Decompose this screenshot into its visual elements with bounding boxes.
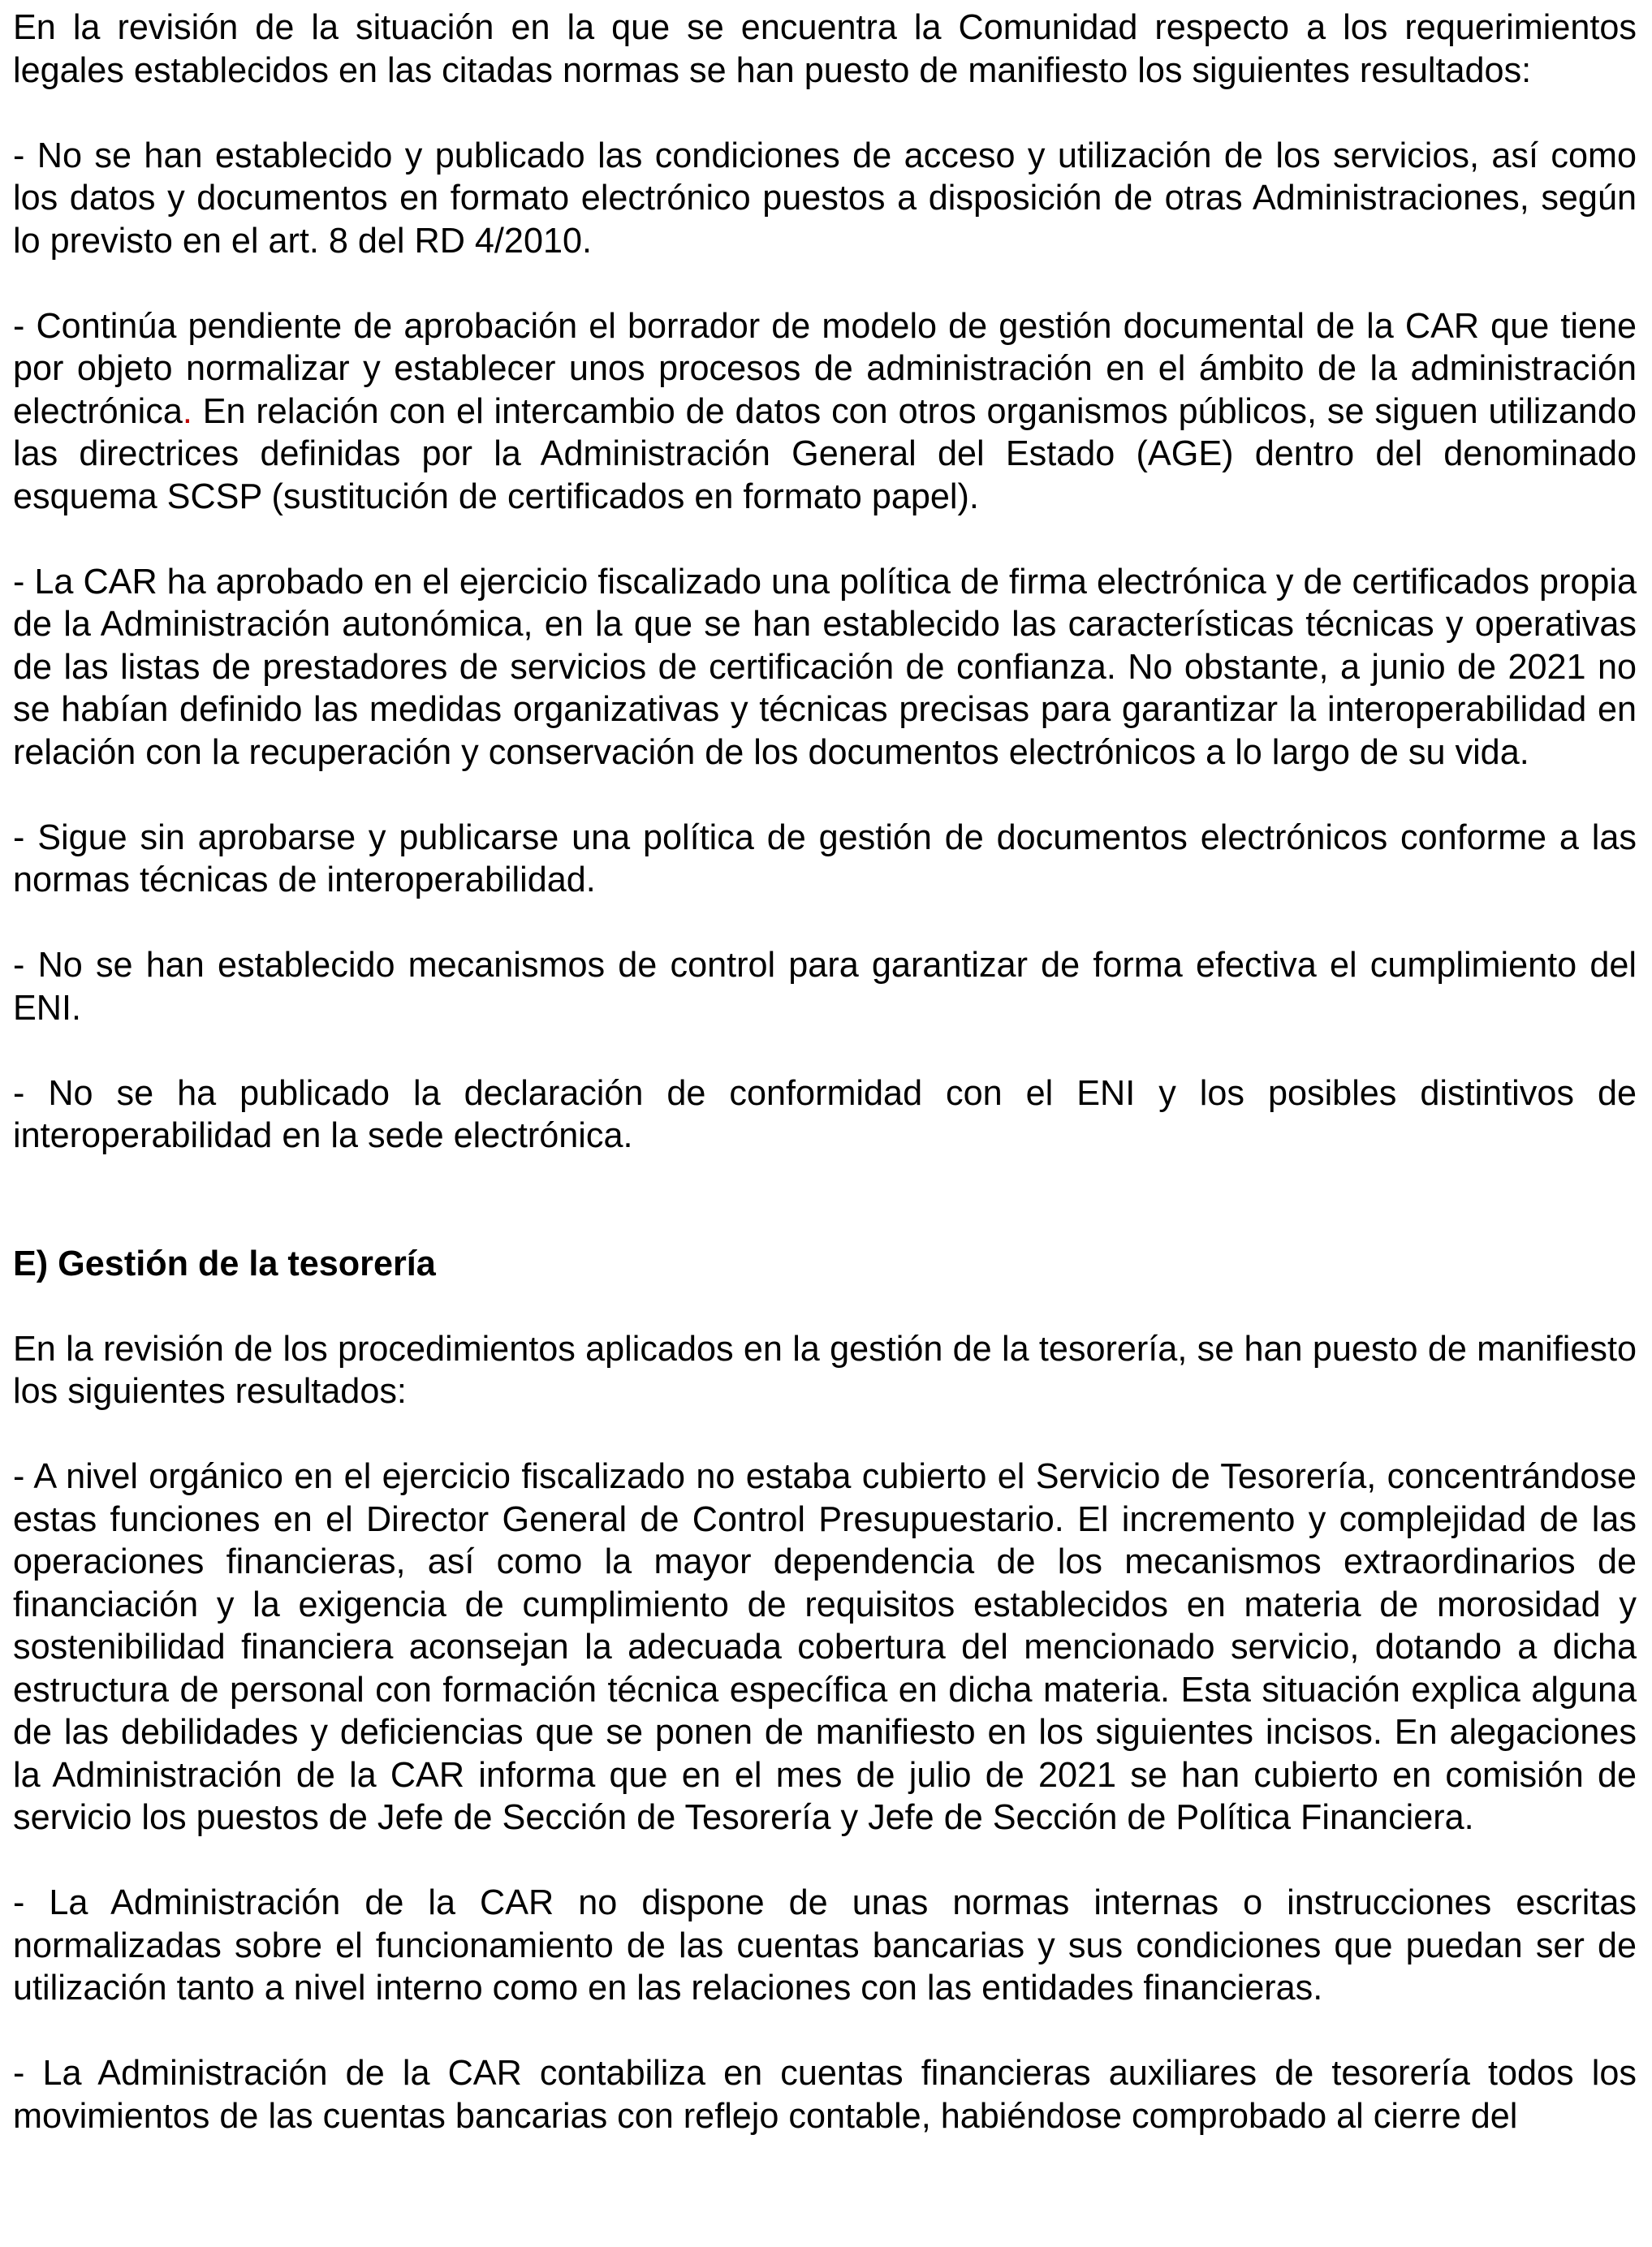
- paragraph-gap: [13, 92, 1637, 135]
- paragraph-control-mechanisms: - No se han establecido mecanismos de control para garantizar de forma efectiva el cumplimiento del ENI.: [13, 946, 1637, 1028]
- paragraph-gap: [13, 774, 1637, 817]
- paragraph-treasury-service: - A nivel orgánico en el ejercicio fiscalizado no estaba cubierto el Servicio de Tesorería, concentrándose estas funciones en el Director General de Control Presupuestario. El incremento y complejidad de las operaciones financieras, así como la mayor dependencia de los mecanismos extraordinarios de financiación y la exigencia de cumplimiento de requisitos establecidos en materia de morosidad y sostenibilidad financiera aconsejan la adecuada cobertura del mencionado servicio, dotando a dicha estructura de personal con formación técnica específica en dicha materia. Esta situación explica alguna de las debilidades y deficiencias que se ponen de manifiesto en los siguientes incisos. En alegaciones la Administración de la CAR informa que en el mes de julio de 2021 se han cubierto en comisión de servicio los puestos de Jefe de Sección de Tesorería y Jefe de Sección de Política Financiera.: [13, 1457, 1637, 1837]
- paragraph-gap: [13, 518, 1637, 561]
- paragraph-intro: En la revisión de la situación en la que se encuentra la Comunidad respecto a los requerimientos legales establecidos en las citadas normas se han puesto de manifiesto los siguientes resultados:: [13, 8, 1637, 90]
- paragraph-document-model-part2: En relación con el intercambio de datos con otros organismos públicos, se siguen utilizando las directrices definidas por la Administración General del Estado (AGE) dentro del denominado esquema SCSP (sustitución de certificados en formato papel).: [13, 391, 1637, 516]
- paragraph-gap: [13, 902, 1637, 945]
- section-heading: E) Gestión de la tesorería: [13, 1244, 436, 1283]
- paragraph-document-policy: - Sigue sin aprobarse y publicarse una política de gestión de documentos electrónicos conforme a las normas técnicas de interoperabilidad.: [13, 817, 1637, 899]
- paragraph-gap: [13, 1839, 1637, 1883]
- document-page: [13, 6, 1637, 2137]
- paragraph-document-model: [13, 305, 1637, 519]
- paragraph-gap: [13, 1285, 1637, 1328]
- paragraph-access-conditions: - No se han establecido y publicado las condiciones de acceso y utilización de los servicios, así como los datos y documentos en formato electrónico puestos a disposición de otras Administraciones, según lo previsto en el art. 8 del RD 4/2010.: [13, 136, 1637, 261]
- section-gap: [13, 1158, 1637, 1243]
- paragraph-document-model-part1: - Continúa pendiente de aprobación el borrador de modelo de gestión documental de la CAR que tiene por objeto normalizar y establecer unos procesos de administración en el ámbito de la administración electrónica: [13, 306, 1637, 431]
- paragraph-gap: [13, 1413, 1637, 1456]
- paragraph-gap: [13, 1029, 1637, 1072]
- paragraph-gap: [13, 2010, 1637, 2053]
- red-period: .: [182, 391, 192, 431]
- paragraph-internal-rules: - La Administración de la CAR no dispone de unas normas internas o instrucciones escritas normalizadas sobre el funcionamiento de las cuentas bancarias y sus condiciones que puedan ser de utilización tanto a nivel interno como en las relaciones con las entidades financieras.: [13, 1883, 1637, 2008]
- paragraph-auxiliary-accounts: - La Administración de la CAR contabiliza en cuentas financieras auxiliares de tesorería todos los movimientos de las cuentas bancarias con reflejo contable, habiéndose comprobado al cierre del: [13, 2054, 1637, 2136]
- paragraph-signature-policy: - La CAR ha aprobado en el ejercicio fiscalizado una política de firma electrónica y de certificados propia de la Administración autonómica, en la que se han establecido las características técnicas y operativas de las listas de prestadores de servicios de certificación de confianza. No obstante, a junio de 2021 no se habían definido las medidas organizativas y técnicas precisas para garantizar la interoperabilidad en relación con la recuperación y conservación de los documentos electrónicos a lo largo de su vida.: [13, 562, 1637, 772]
- paragraph-treasury-intro: En la revisión de los procedimientos aplicados en la gestión de la tesorería, se han puesto de manifiesto los siguientes resultados:: [13, 1329, 1637, 1411]
- paragraph-conformity-declaration: - No se ha publicado la declaración de conformidad con el ENI y los posibles distintivos de interoperabilidad en la sede electrónica.: [13, 1073, 1637, 1155]
- paragraph-gap: [13, 262, 1637, 305]
